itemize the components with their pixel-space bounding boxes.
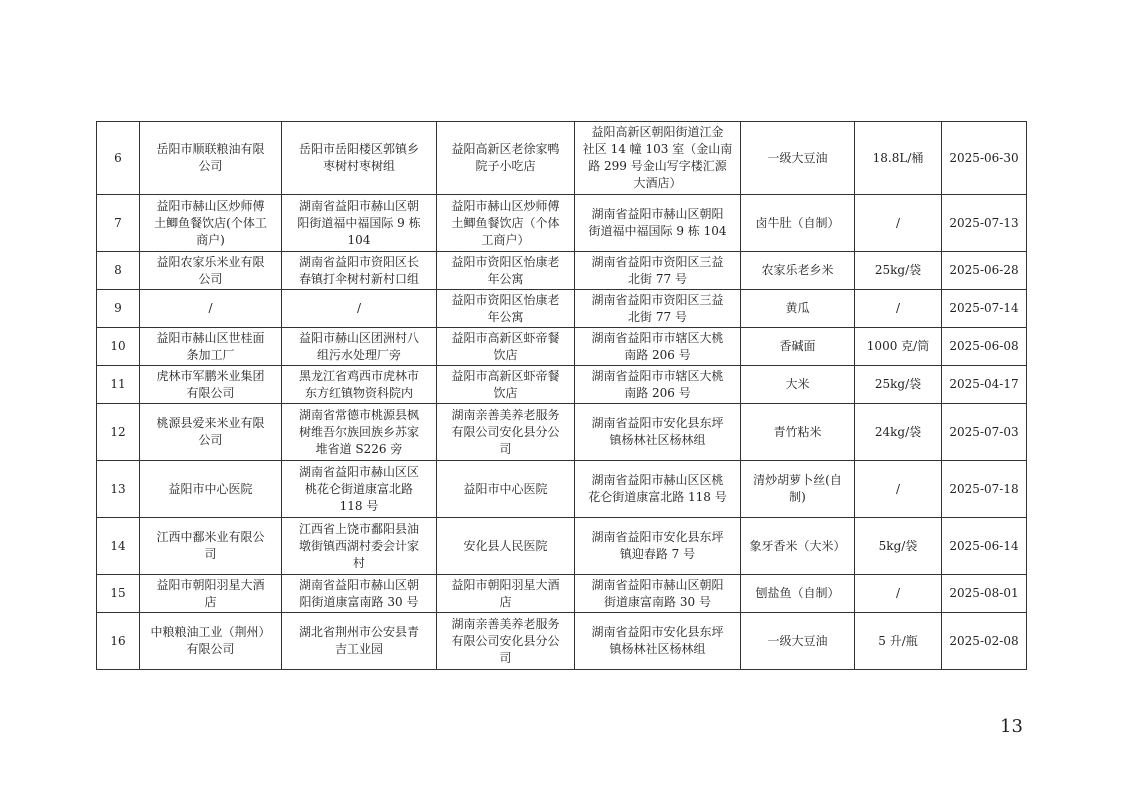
sampled-unit-address: 湖南省益阳市市辖区大桃 南路 206 号 [575,366,741,404]
table-row [97,195,1027,252]
sampled-unit-address: 湖南省益阳市市辖区大桃 南路 206 号 [575,328,741,366]
product-name: 清炒胡萝卜丝(自 制) [741,461,855,518]
table-row [97,252,1027,290]
producer-address: 湖北省荆州市公安县青 吉工业园 [282,613,437,670]
product-spec: / [855,195,942,252]
producer-name: 桃源县爱来米业有限 公司 [140,404,282,461]
sampled-unit-address: 益阳高新区朝阳街道江金 社区 14 幢 103 室（金山南 路 299 号金山写字楼汇源 大酒店） [575,122,741,195]
sampled-unit-address: 湖南省益阳市安化县东坪 镇杨林社区杨林组 [575,404,741,461]
row-number: 8 [97,252,140,290]
producer-name: 益阳市中心医院 [140,461,282,518]
sampled-unit-address: 湖南省益阳市赫山区朝阳 街道福中福国际 9 栋 104 [575,195,741,252]
product-name: 黄瓜 [741,290,855,328]
sampled-unit-address: 湖南省益阳市赫山区朝阳 街道康富南路 30 号 [575,575,741,613]
product-spec: 25kg/袋 [855,252,942,290]
page-number: 13 [1000,716,1023,737]
sampled-unit: 益阳市中心医院 [437,461,575,518]
producer-name: 虎林市军鹏米业集团 有限公司 [140,366,282,404]
producer-address: 湖南省益阳市赫山区区 桃花仑街道康富北路 118 号 [282,461,437,518]
table-row [97,461,1027,518]
row-number: 13 [97,461,140,518]
row-number: 10 [97,328,140,366]
producer-name: / [140,290,282,328]
production-date: 2025-06-28 [942,252,1027,290]
sampled-unit: 益阳市朝阳羽星大酒 店 [437,575,575,613]
table-row [97,366,1027,404]
product-name: 香碱面 [741,328,855,366]
row-number: 11 [97,366,140,404]
product-spec: 25kg/袋 [855,366,942,404]
producer-address: 湖南省益阳市赫山区朝 阳街道康富南路 30 号 [282,575,437,613]
row-number: 7 [97,195,140,252]
sampled-unit: 安化县人民医院 [437,518,575,575]
producer-name: 岳阳市顺联粮油有限 公司 [140,122,282,195]
sampled-unit: 益阳市资阳区怡康老 年公寓 [437,290,575,328]
producer-name: 中粮粮油工业（荆州） 有限公司 [140,613,282,670]
production-date: 2025-07-13 [942,195,1027,252]
sampled-unit: 益阳市高新区虾帝餐 饮店 [437,366,575,404]
production-date: 2025-06-08 [942,328,1027,366]
product-spec: 5 升/瓶 [855,613,942,670]
production-date: 2025-07-14 [942,290,1027,328]
sampled-unit: 益阳市高新区虾帝餐 饮店 [437,328,575,366]
sampled-unit: 益阳市资阳区怡康老 年公寓 [437,252,575,290]
producer-address: 湖南省常德市桃源县枫 树维吾尔族回族乡苏家 堆省道 S226 旁 [282,404,437,461]
product-spec: / [855,290,942,328]
production-date: 2025-08-01 [942,575,1027,613]
sampled-unit-address: 湖南省益阳市资阳区三益 北街 77 号 [575,252,741,290]
row-number: 12 [97,404,140,461]
table-row [97,122,1027,195]
sampled-unit-address: 湖南省益阳市资阳区三益 北街 77 号 [575,290,741,328]
product-name: 青竹粘米 [741,404,855,461]
product-spec: 5kg/袋 [855,518,942,575]
producer-address: 黑龙江省鸡西市虎林市 东方红镇物资科院内 [282,366,437,404]
product-name: 农家乐老乡米 [741,252,855,290]
sampled-unit: 益阳市赫山区炒师傅 土鲫鱼餐饮店（个体 工商户） [437,195,575,252]
producer-address: 益阳市赫山区团洲村八 组污水处理厂旁 [282,328,437,366]
producer-address: / [282,290,437,328]
product-spec: 18.8L/桶 [855,122,942,195]
table-row [97,575,1027,613]
sampled-unit-address: 湖南省益阳市赫山区区桃 花仑街道康富北路 118 号 [575,461,741,518]
production-date: 2025-04-17 [942,366,1027,404]
production-date: 2025-07-18 [942,461,1027,518]
table-row [97,518,1027,575]
table-row [97,290,1027,328]
row-number: 6 [97,122,140,195]
sampled-unit-address: 湖南省益阳市安化县东坪 镇杨林社区杨林组 [575,613,741,670]
production-date: 2025-07-03 [942,404,1027,461]
row-number: 15 [97,575,140,613]
product-name: 刨盐鱼（自制） [741,575,855,613]
producer-address: 湖南省益阳市资阳区长 春镇打伞树村新村口组 [282,252,437,290]
producer-name: 益阳市赫山区炒师傅 土鲫鱼餐饮店(个体工 商户) [140,195,282,252]
production-date: 2025-02-08 [942,613,1027,670]
product-name: 一级大豆油 [741,613,855,670]
sampling-results-table [96,121,1027,670]
producer-name: 益阳农家乐米业有限 公司 [140,252,282,290]
production-date: 2025-06-30 [942,122,1027,195]
table-row [97,328,1027,366]
product-spec: 1000 克/筒 [855,328,942,366]
product-name: 象牙香米（大米） [741,518,855,575]
sampled-unit-address: 湖南省益阳市安化县东坪 镇迎春路 7 号 [575,518,741,575]
product-name: 卤牛肚（自制） [741,195,855,252]
sampled-unit: 湖南亲善美养老服务 有限公司安化县分公 司 [437,404,575,461]
product-spec: / [855,575,942,613]
producer-name: 益阳市朝阳羽星大酒 店 [140,575,282,613]
product-spec: / [855,461,942,518]
sampled-unit: 益阳高新区老徐家鸭 院子小吃店 [437,122,575,195]
row-number: 14 [97,518,140,575]
producer-name: 江西中鄱米业有限公 司 [140,518,282,575]
producer-address: 岳阳市岳阳楼区郭镇乡 枣树村枣树组 [282,122,437,195]
product-name: 一级大豆油 [741,122,855,195]
product-name: 大米 [741,366,855,404]
row-number: 9 [97,290,140,328]
producer-address: 江西省上饶市鄱阳县油 墩街镇西湖村委会计家 村 [282,518,437,575]
table-row [97,404,1027,461]
sampled-unit: 湖南亲善美养老服务 有限公司安化县分公 司 [437,613,575,670]
production-date: 2025-06-14 [942,518,1027,575]
producer-name: 益阳市赫山区世桂面 条加工厂 [140,328,282,366]
product-spec: 24kg/袋 [855,404,942,461]
table-row [97,613,1027,670]
producer-address: 湖南省益阳市赫山区朝 阳街道福中福国际 9 栋 104 [282,195,437,252]
row-number: 16 [97,613,140,670]
